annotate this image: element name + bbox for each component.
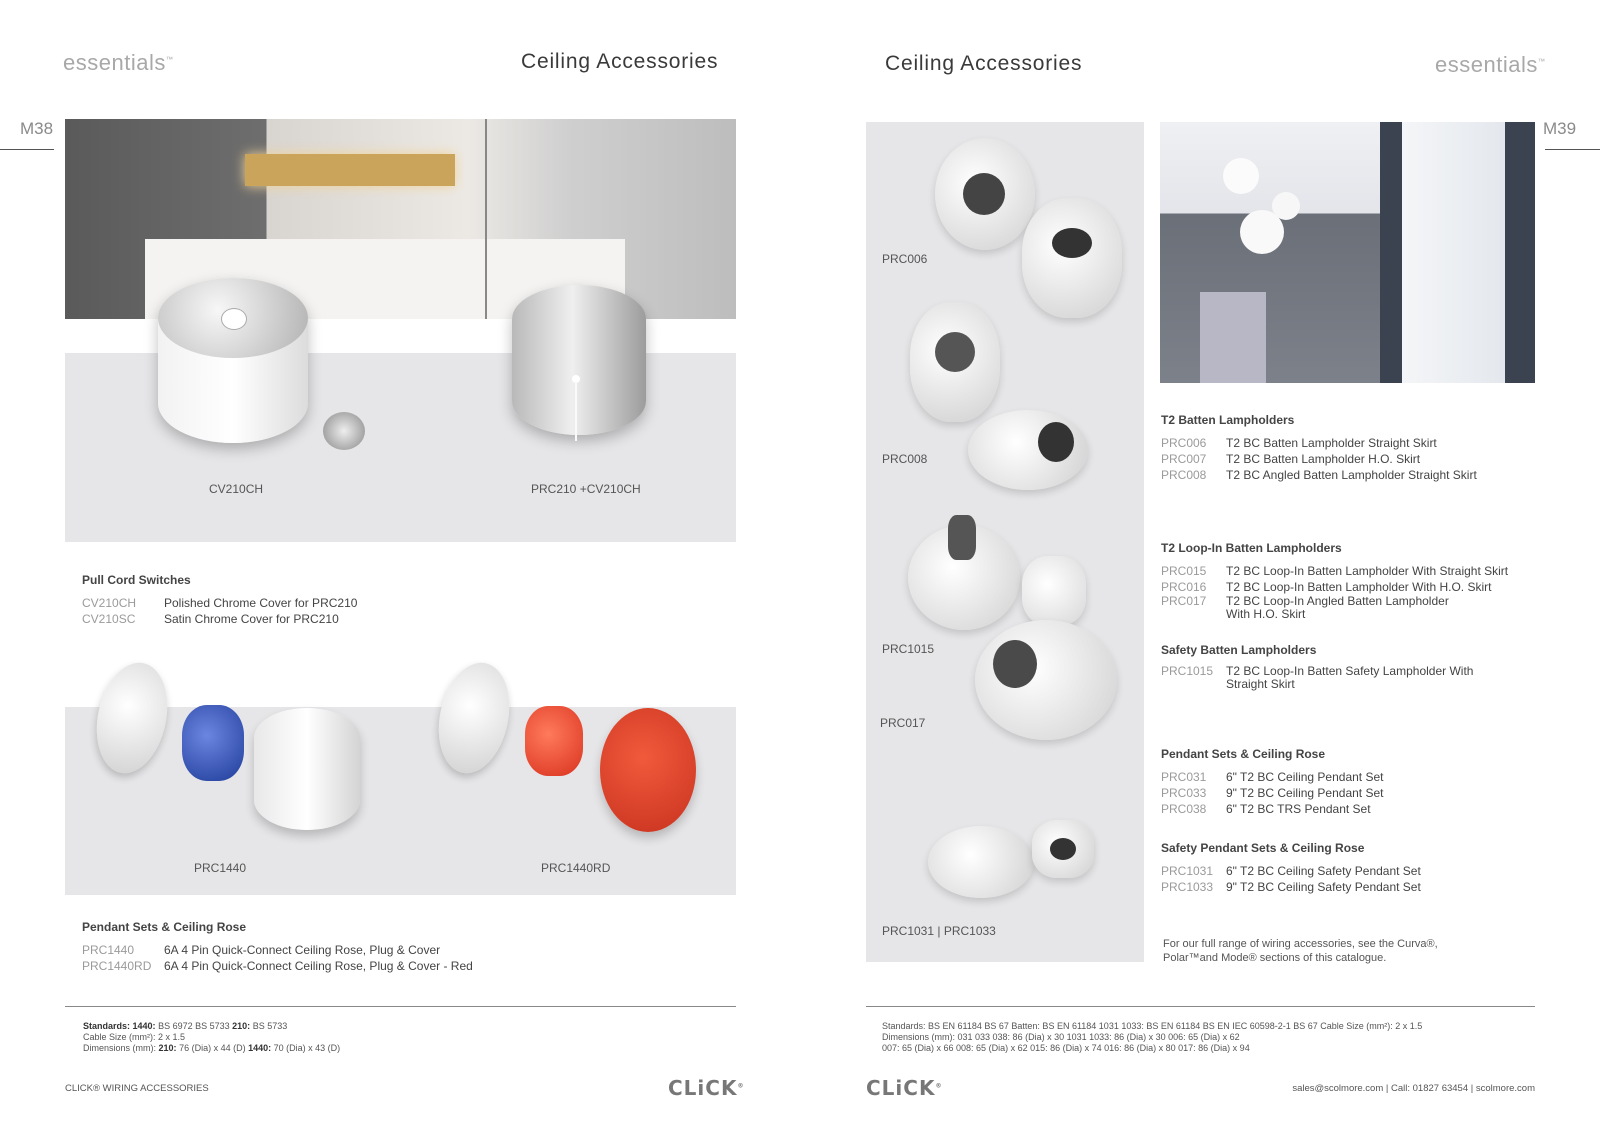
page-number-right: M39 [1543,119,1577,138]
product-row: PRC031 6" T2 BC Ceiling Pendant Set [1161,770,1384,784]
page-title-left: Ceiling Accessories [521,50,719,73]
product-row: PRC016 T2 BC Loop-In Batten Lampholder With H.O. Skirt [1161,580,1492,594]
white-cover-image [254,708,360,830]
prc1015-image [908,525,1020,630]
prc210-product-image [512,285,646,435]
caption-cv210ch: CV210CH [209,482,264,496]
prc1031-lampholder-image [1032,820,1094,878]
section-heading: Safety Pendant Sets & Ceiling Rose [1161,841,1365,855]
standards-rule-right [866,1006,1535,1007]
product-row: PRC008 T2 BC Angled Batten Lampholder Straight Skirt [1161,468,1477,482]
red-cover-image [600,708,696,832]
cv210ch-product-image [158,278,308,443]
standards-block-right: Standards: BS EN 61184 BS 67 Batten: BS EN 61184 1031 1033: BS EN 61184 BS EN IEC 60598-2-1 BS 67 Cable Size (mm²): 2 x 1.5 Dimensions (mm): 031 033 038: 86 (Dia) x 30 1031 1033: 86 (Dia) x 30 006: 65 (Dia) x 62 007: 65 (Dia) x 66 008: 65 (Dia) x 62 015: 86 (Dia) x 74 016: 86 (Dia) x 80 017: 86 (Dia) x 94 [882,1021,1423,1053]
prc1031-rose-image [928,826,1034,898]
product-row: PRC1440RD 6A 4 Pin Quick-Connect Ceiling Rose, Plug & Cover - Red [82,959,473,973]
caption-prc1031: PRC1031 | PRC1033 [882,924,996,938]
product-row: PRC1031 6" T2 BC Ceiling Safety Pendant Set [1161,864,1421,878]
prc008-image-a [910,302,1000,422]
click-logo-right: CLiCK® [866,1076,943,1100]
product-row: PRC007 T2 BC Batten Lampholder H.O. Skirt [1161,452,1421,466]
red-plug-image [525,706,583,776]
section-heading: Pull Cord Switches [82,573,191,587]
click-logo-left: CLiCK® [668,1076,745,1100]
room-photo [1160,122,1535,383]
product-row: PRC1033 9" T2 BC Ceiling Safety Pendant Set [1161,880,1421,894]
section-heading: T2 Loop-In Batten Lampholders [1161,541,1342,555]
pendant-section-left [82,920,702,974]
product-row: PRC017 T2 BC Loop-In Angled Batten Lampholder With H.O. Skirt [1161,594,1449,621]
prc017-image [975,620,1117,740]
product-row: CV210CH Polished Chrome Cover for PRC210 [82,596,358,610]
caption-prc210: PRC210 +CV210CH [531,482,641,496]
page-number-left: M38 [20,119,54,138]
caption-prc1440: PRC1440 [194,861,247,875]
product-row: PRC006 T2 BC Batten Lampholder Straight Skirt [1161,436,1437,450]
product-row: PRC1440 6A 4 Pin Quick-Connect Ceiling Rose, Plug & Cover [82,943,441,957]
page-number-rule-left [0,149,54,150]
catalogue-note: For our full range of wiring accessories, see the Curva®, Polar™and Mode® sections of this catalogue. [1163,938,1438,964]
section-heading: Safety Batten Lampholders [1161,643,1317,657]
caption-prc1015: PRC1015 [882,642,935,656]
standards-block-left: Standards: 1440: BS 6972 BS 5733 210: BS 5733 Cable Size (mm²): 2 x 1.5 Dimensions (mm): 210: 76 (Dia) x 44 (D) 1440: 70 (Dia) x 43 (D) [83,1021,341,1053]
product-row: PRC1015 T2 BC Loop-In Batten Safety Lampholder With Straight Skirt [1161,664,1474,691]
prc008-image-b [968,410,1088,490]
standards-rule-left [65,1006,736,1007]
section-t2-batten [1161,413,1541,483]
caption-prc006: PRC006 [882,252,928,266]
bathroom-photo [65,119,736,319]
product-row: CV210SC Satin Chrome Cover for PRC210 [82,612,339,626]
product-row: PRC015 T2 BC Loop-In Batten Lampholder With Straight Skirt [1161,564,1509,578]
cord-knob-image [323,412,365,450]
section-t2-loop-in [1161,541,1541,621]
prc1015-cap-image [1022,556,1086,626]
brand-logo-left: essentials™ [63,50,174,75]
footer-left: CLICK® WIRING ACCESSORIES [65,1083,209,1094]
section-safety-batten [1161,643,1541,691]
brand-logo-right: essentials™ [1435,52,1546,77]
footer-right-contact: sales@scolmore.com | Call: 01827 63454 | scolmore.com [1292,1083,1535,1094]
section-pendant-right [1161,747,1541,817]
page-number-rule-right [1545,149,1600,150]
section-heading: T2 Batten Lampholders [1161,413,1295,427]
product-row: PRC033 9" T2 BC Ceiling Pendant Set [1161,786,1384,800]
caption-prc008: PRC008 [882,452,928,466]
section-heading: Pendant Sets & Ceiling Rose [82,920,247,934]
pull-cord-section [82,573,682,627]
section-heading: Pendant Sets & Ceiling Rose [1161,747,1326,761]
page-title-right: Ceiling Accessories [885,52,1083,75]
product-row: PRC038 6" T2 BC TRS Pendant Set [1161,802,1371,816]
blue-plug-image [182,705,244,781]
prc006-image-b [1022,198,1122,318]
caption-prc017: PRC017 [880,716,926,730]
caption-prc1440rd: PRC1440RD [541,861,611,875]
prc006-image-a [935,138,1035,250]
section-safety-pendant [1161,841,1541,895]
